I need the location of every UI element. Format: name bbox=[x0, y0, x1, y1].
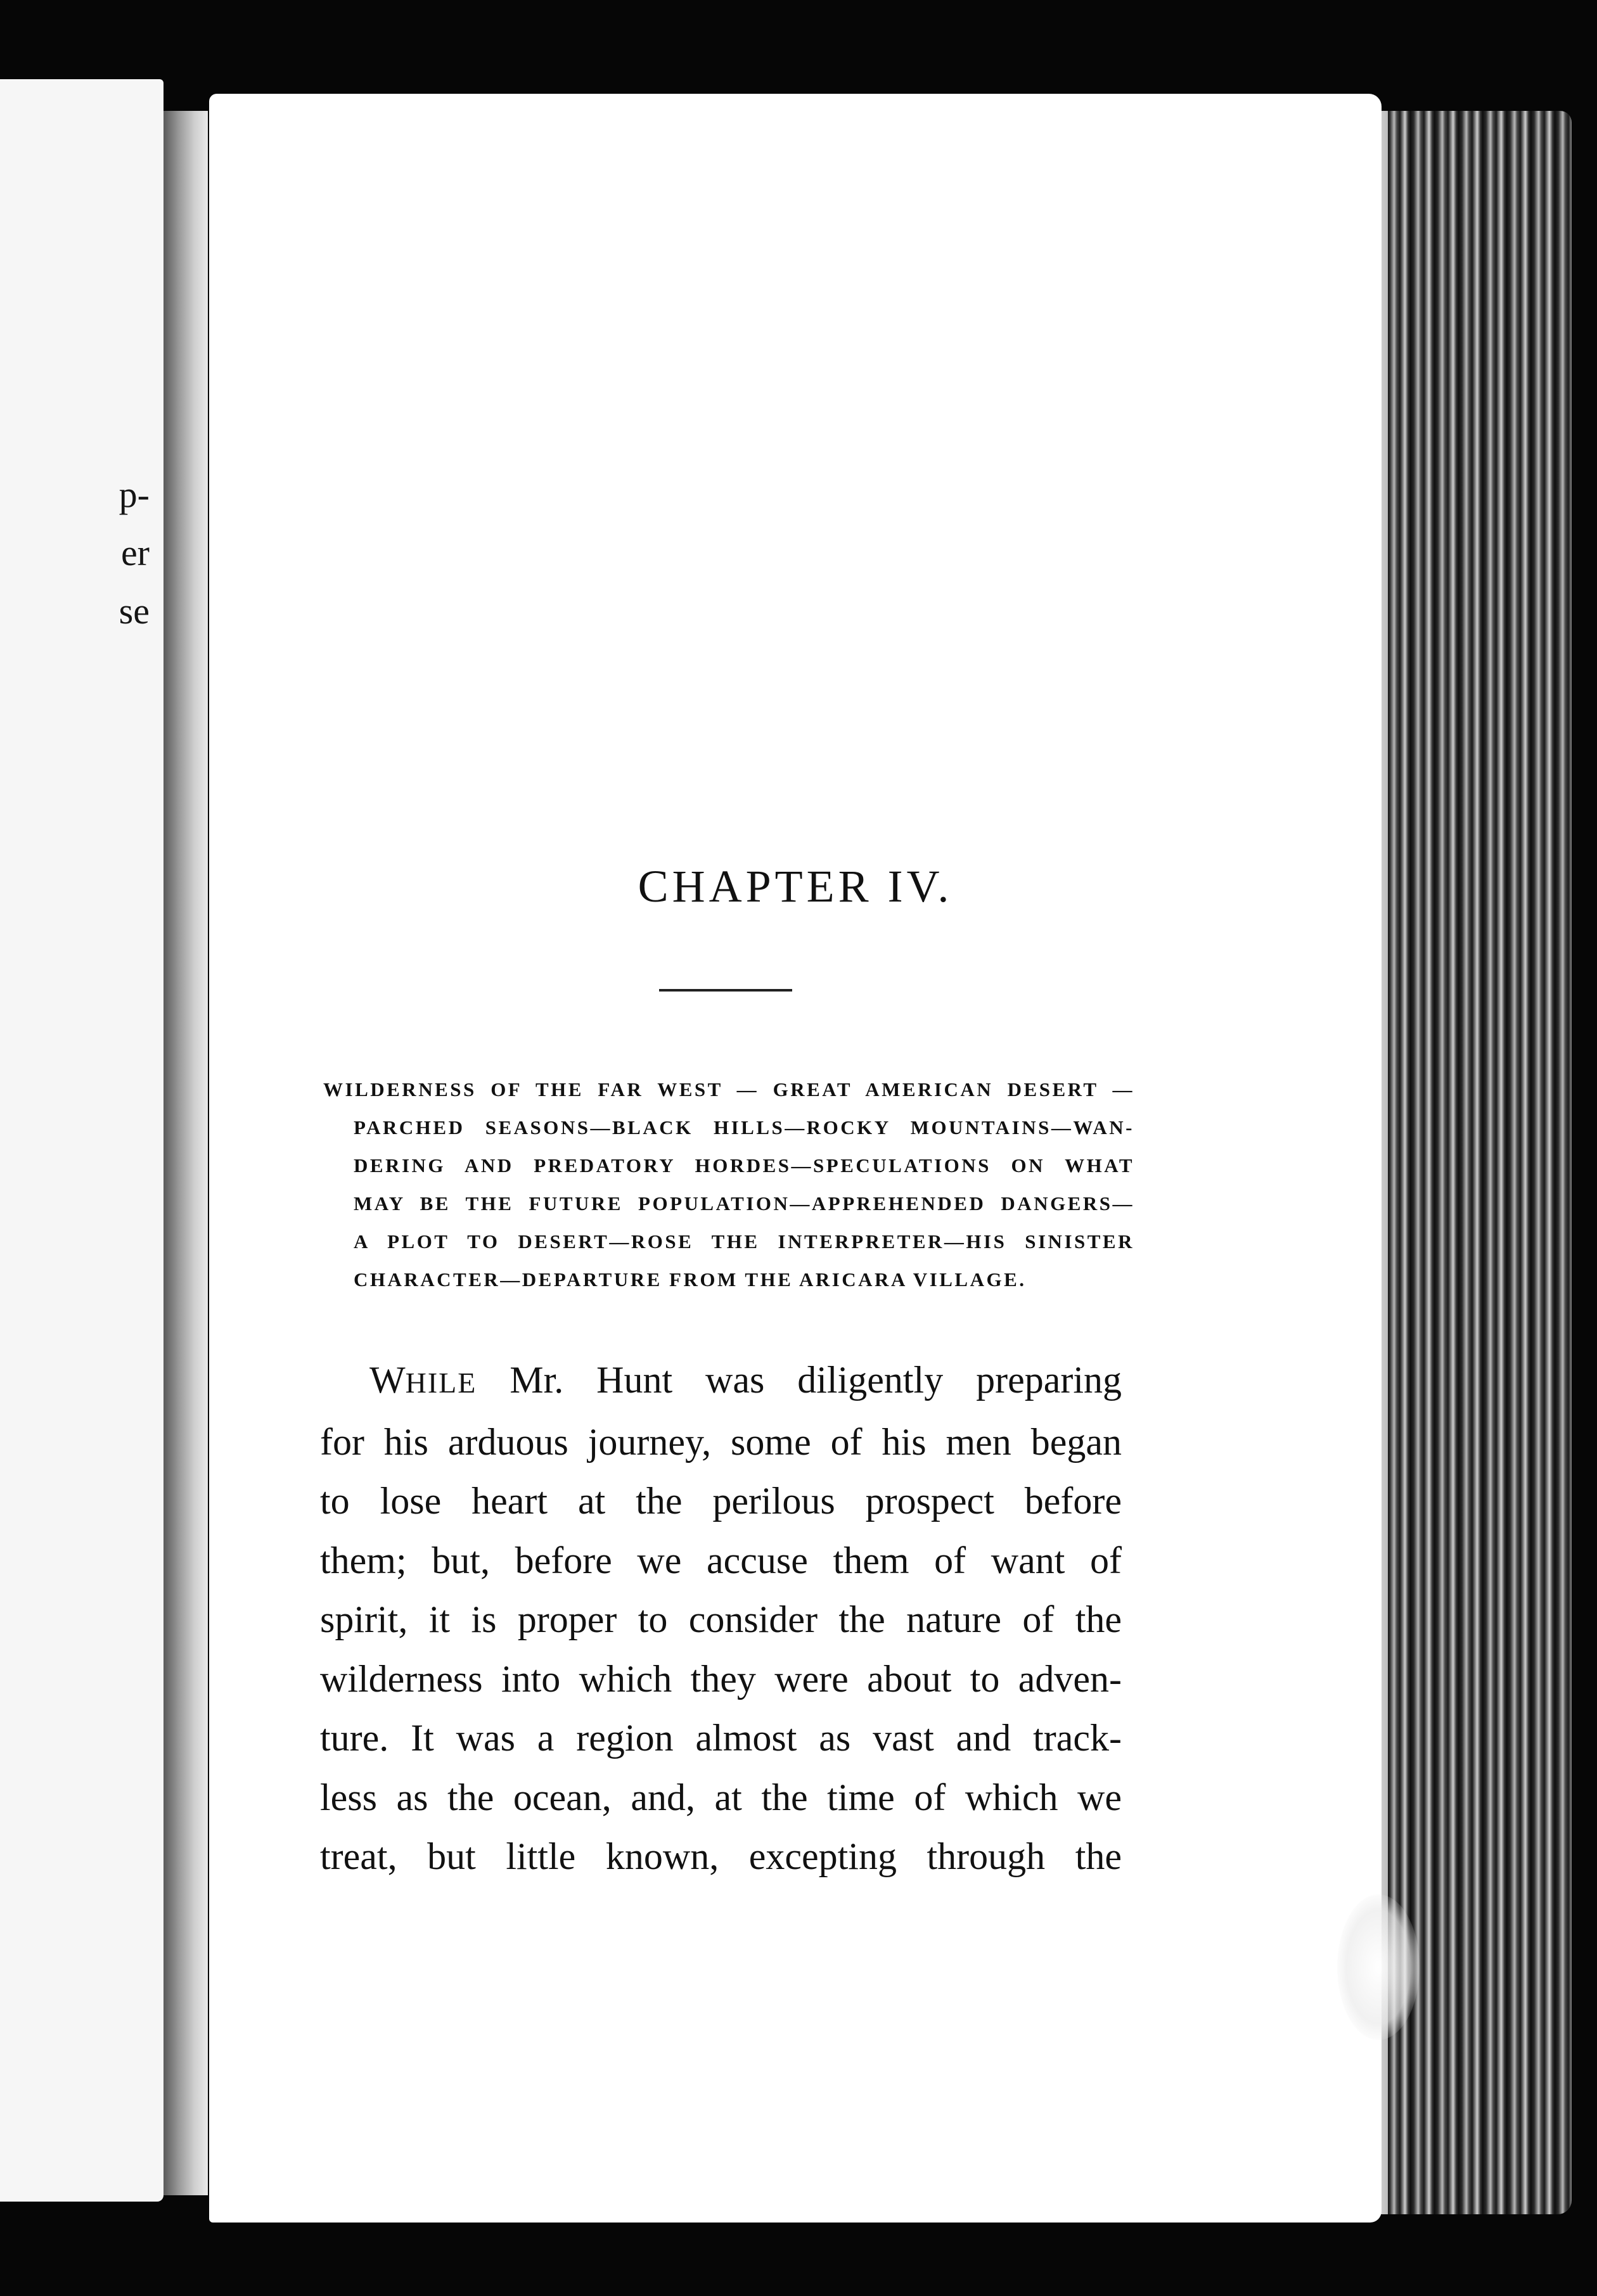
body-first-line bbox=[320, 1351, 1122, 1413]
body-line: treat, but little known, excepting through the bbox=[320, 1835, 1122, 1877]
chapter-body-text bbox=[320, 1351, 1122, 1887]
synopsis-line: A PLOT TO DESERT—ROSE THE INTERPRETER—HIS SINISTER bbox=[354, 1230, 1134, 1253]
chapter-title: CHAPTER IV. bbox=[638, 861, 953, 912]
drop-cap-letter: W bbox=[369, 1359, 406, 1401]
body-line: them; but, before we accuse them of want of bbox=[320, 1539, 1122, 1581]
synopsis-line: WILDERNESS OF THE FAR WEST — GREAT AMERICAN DESERT — bbox=[323, 1078, 1134, 1100]
synopsis-line: MAY BE THE FUTURE POPULATION—APPREHENDED DANGERS— bbox=[354, 1192, 1134, 1215]
left-fragment-line: se bbox=[119, 590, 150, 632]
body-line: less as the ocean, and, at the time of which we bbox=[320, 1776, 1122, 1818]
body-line: spirit, it is proper to consider the nature of the bbox=[320, 1598, 1122, 1640]
book-gutter bbox=[164, 111, 208, 2195]
left-fragment-line: er bbox=[120, 532, 150, 573]
chapter-synopsis bbox=[323, 1071, 1134, 1299]
left-fragment-line: p- bbox=[119, 474, 150, 515]
library-stamp-mark bbox=[1337, 1894, 1420, 2040]
small-caps-word: HILE bbox=[405, 1367, 477, 1399]
body-line: for his arduous journey, some of his men began bbox=[320, 1420, 1122, 1463]
left-facing-page bbox=[0, 79, 164, 2202]
body-line: wilderness into which they were about to adven- bbox=[320, 1657, 1122, 1700]
body-line: ture. It was a region almost as vast and track- bbox=[320, 1717, 1122, 1759]
synopsis-line: DERING AND PREDATORY HORDES—SPECULATIONS ON WHAT bbox=[354, 1154, 1134, 1177]
left-page-text-fragments bbox=[119, 466, 150, 641]
body-line: to lose heart at the perilous prospect before bbox=[320, 1480, 1122, 1522]
synopsis-line: CHARACTER—DEPARTURE FROM THE ARICARA VILLAGE. bbox=[354, 1268, 1027, 1291]
title-divider-rule bbox=[659, 989, 792, 992]
page-block-edges bbox=[1363, 111, 1572, 2214]
body-first-line-rest: Mr. Hunt was diligently preparing bbox=[477, 1359, 1122, 1401]
synopsis-line: PARCHED SEASONS—BLACK HILLS—ROCKY MOUNTAINS—WAN- bbox=[354, 1116, 1134, 1138]
